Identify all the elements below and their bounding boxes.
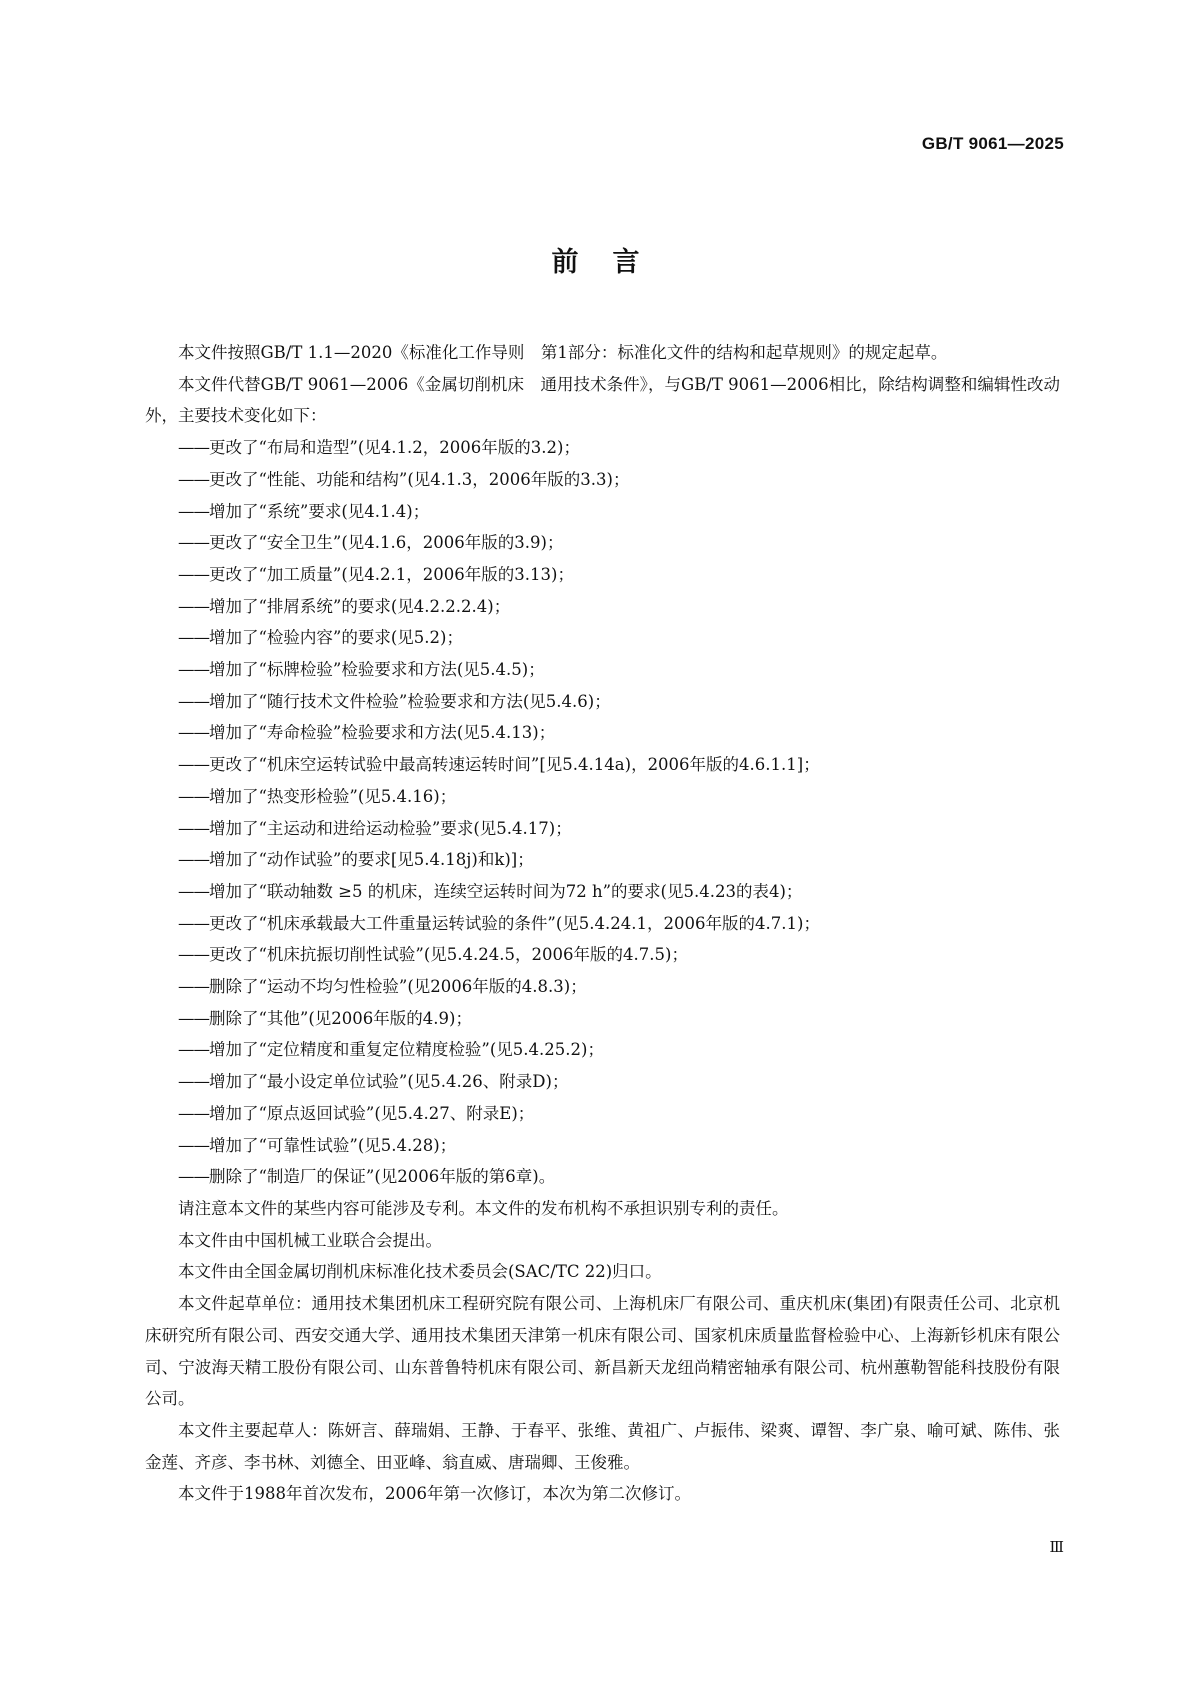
list-item	[145, 1003, 1060, 1035]
dash-marker: ——	[178, 660, 209, 680]
change-text: 删除了“其他”(见2006年版的4.9)；	[209, 1008, 472, 1028]
dash-marker: ——	[178, 501, 209, 521]
dash-marker: ——	[178, 469, 209, 489]
dash-marker: ——	[178, 438, 209, 458]
list-item	[145, 749, 1060, 781]
change-text: 删除了“制造厂的保证”(见2006年版的第6章)。	[209, 1167, 556, 1187]
list-item	[145, 844, 1060, 876]
list-item	[145, 1130, 1060, 1162]
change-text: 增加了“检验内容”的要求(见5.2)；	[209, 628, 463, 648]
dash-marker: ——	[178, 1167, 209, 1187]
list-item	[145, 971, 1060, 1003]
change-text: 增加了“标牌检验”检验要求和方法(见5.4.5)；	[209, 660, 545, 680]
change-text: 增加了“动作试验”的要求[见5.4.18j)和k)]；	[209, 850, 534, 870]
standard-code: GB/T 9061—2025	[921, 134, 1064, 153]
list-item	[145, 1098, 1060, 1130]
list-item	[145, 527, 1060, 559]
dash-marker: ——	[178, 786, 209, 806]
document-body	[145, 337, 1060, 1510]
dash-marker: ——	[178, 945, 209, 965]
list-item	[145, 876, 1060, 908]
list-item	[145, 622, 1060, 654]
list-item	[145, 559, 1060, 591]
dash-marker: ——	[178, 881, 209, 901]
list-item	[145, 654, 1060, 686]
change-text: 增加了“随行技术文件检验”检验要求和方法(见5.4.6)；	[209, 691, 611, 711]
dash-marker: ——	[178, 1040, 209, 1060]
change-text: 增加了“可靠性试验”(见5.4.28)；	[209, 1135, 457, 1155]
change-text: 增加了“主运动和进给运动检验”要求(见5.4.17)；	[209, 818, 572, 838]
change-text: 更改了“机床抗振切削性试验”(见5.4.24.5，2006年版的4.7.5)；	[209, 945, 688, 965]
change-text: 增加了“最小设定单位试验”(见5.4.26、附录D)；	[209, 1072, 569, 1092]
dash-marker: ——	[178, 628, 209, 648]
drafters: 本文件主要起草人：陈妍言、薛瑞娟、王静、于春平、张维、黄祖广、卢振伟、梁爽、谭智、李广泉、喻可斌、陈伟、张金莲、齐彦、李书林、刘德全、田亚峰、翁直威、唐瑞卿、王俊雅。	[145, 1420, 1060, 1472]
change-text: 更改了“机床承载最大工件重量运转试验的条件”(见5.4.24.1，2006年版的4.7.1)；	[209, 913, 820, 933]
list-item	[145, 1161, 1060, 1193]
change-text: 增加了“排屑系统”的要求(见4.2.2.2.4)；	[209, 596, 511, 616]
list-item	[145, 781, 1060, 813]
dash-marker: ——	[178, 1103, 209, 1123]
committee-statement: 本文件由全国金属切削机床标准化技术委员会(SAC/TC 22)归口。	[178, 1262, 662, 1282]
proposer-statement: 本文件由中国机械工业联合会提出。	[178, 1230, 442, 1250]
change-text: 增加了“热变形检验”(见5.4.16)；	[209, 786, 457, 806]
change-text: 增加了“系统”要求(见4.1.4)；	[209, 501, 430, 521]
change-text: 更改了“机床空运转试验中最高转速运转时间”[见5.4.14a)，2006年版的4.6.1.1]；	[209, 755, 820, 775]
dash-marker: ——	[178, 818, 209, 838]
dash-marker: ——	[178, 977, 209, 997]
change-text: 删除了“运动不均匀性检验”(见2006年版的4.8.3)；	[209, 977, 587, 997]
list-item	[145, 1066, 1060, 1098]
drafting-organizations: 本文件起草单位：通用技术集团机床工程研究院有限公司、上海机床厂有限公司、重庆机床(集团)有限责任公司、北京机床研究所有限公司、西安交通大学、通用技术集团天津第一机床有限公司、国家机床质量监督检验中心、上海新钐机床有限公司、宁波海天精工股份有限公司、山东普鲁特机床有限公司、新昌新天龙纽尚精密轴承有限公司、杭州蕙勒智能科技股份有限公司。	[145, 1294, 1060, 1409]
list-item	[145, 1034, 1060, 1066]
page-number: Ⅲ	[1049, 1538, 1064, 1556]
change-text: 增加了“定位精度和重复定位精度检验”(见5.4.25.2)；	[209, 1040, 604, 1060]
change-text: 更改了“安全卫生”(见4.1.6，2006年版的3.9)；	[209, 533, 564, 553]
list-item	[145, 686, 1060, 718]
list-item	[145, 908, 1060, 940]
change-text: 更改了“布局和造型”(见4.1.2，2006年版的3.2)；	[209, 438, 580, 458]
dash-marker: ——	[178, 850, 209, 870]
dash-marker: ——	[178, 596, 209, 616]
change-text: 更改了“加工质量”(见4.2.1，2006年版的3.13)；	[209, 564, 574, 584]
list-item	[145, 591, 1060, 623]
technical-changes-list	[145, 432, 1060, 1193]
list-item	[145, 939, 1060, 971]
dash-marker: ——	[178, 691, 209, 711]
page-title: 前言	[551, 247, 674, 278]
patent-notice: 请注意本文件的某些内容可能涉及专利。本文件的发布机构不承担识别专利的责任。	[178, 1198, 789, 1218]
change-text: 增加了“联动轴数 ≥5 的机床，连续空运转时间为72 h”的要求(见5.4.23的表4)；	[209, 881, 803, 901]
dash-marker: ——	[178, 564, 209, 584]
dash-marker: ——	[178, 913, 209, 933]
change-text: 更改了“性能、功能和结构”(见4.1.3，2006年版的3.3)；	[209, 469, 630, 489]
list-item	[145, 813, 1060, 845]
list-item	[145, 464, 1060, 496]
list-item	[145, 717, 1060, 749]
dash-marker: ——	[178, 1072, 209, 1092]
intro-paragraph: 本文件按照GB/T 1.1—2020《标准化工作导则 第1部分：标准化文件的结构和起草规则》的规定起草。	[178, 343, 948, 362]
list-item	[145, 496, 1060, 528]
dash-marker: ——	[178, 723, 209, 743]
change-text: 增加了“原点返回试验”(见5.4.27、附录E)；	[209, 1103, 535, 1123]
dash-marker: ——	[178, 755, 209, 775]
list-item	[145, 432, 1060, 464]
change-text: 增加了“寿命检验”检验要求和方法(见5.4.13)；	[209, 723, 556, 743]
dash-marker: ——	[178, 1135, 209, 1155]
publication-history: 本文件于1988年首次发布，2006年第一次修订，本次为第二次修订。	[178, 1484, 691, 1504]
dash-marker: ——	[178, 533, 209, 553]
dash-marker: ——	[178, 1008, 209, 1028]
intro-paragraph: 本文件代替GB/T 9061—2006《金属切削机床 通用技术条件》，与GB/T 9061—2006相比，除结构调整和编辑性改动外，主要技术变化如下：	[145, 374, 1060, 426]
